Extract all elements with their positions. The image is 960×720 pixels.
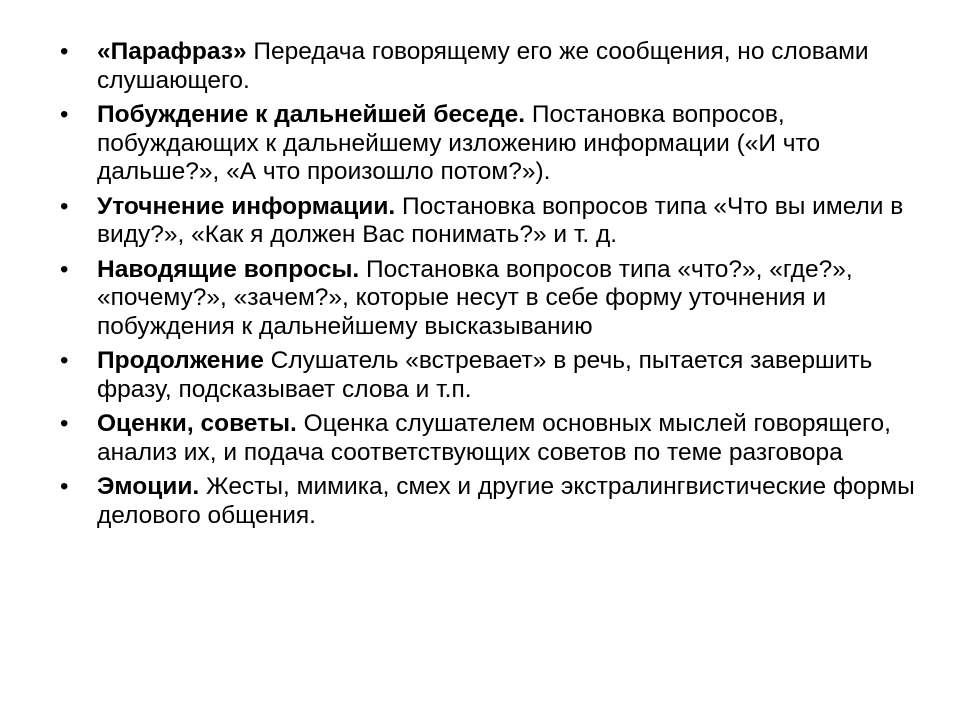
item-text: Постановка вопросов типа «Что вы имели в виду?», «Как я должен Вас понимать?» и т. д. [97, 192, 904, 248]
item-term: Продолжение [97, 347, 264, 374]
bullet-icon: • [60, 255, 69, 283]
item-term: Наводящие вопросы. [97, 255, 360, 283]
bullet-list [60, 38, 920, 530]
item-text: Жесты, мимика, смех и другие экстралингвистические формы делового общения. [97, 473, 915, 529]
list-item [60, 473, 920, 530]
list-item [60, 256, 920, 342]
item-text: Оценка слушателем основных мыслей говорящего, анализ их, и подача соответствующих советов по теме разговора [97, 410, 891, 466]
list-item [60, 38, 920, 95]
slide-content [60, 38, 920, 536]
list-item [60, 193, 920, 250]
bullet-icon: • [60, 473, 69, 500]
item-text: Передача говорящему его же сообщения, но словами слушающего. [97, 38, 869, 94]
item-text: Постановка вопросов типа «что?», «где?», «почему?», «зачем?», которые несут в себе форму уточнения и побуждения к дальнейшему высказыванию [97, 255, 853, 340]
bullet-icon: • [60, 101, 69, 128]
bullet-icon: • [60, 192, 69, 220]
bullet-icon: • [60, 410, 69, 437]
bullet-icon: • [60, 38, 69, 65]
bullet-icon: • [60, 347, 69, 374]
list-item [60, 101, 920, 187]
item-term: Эмоции. [97, 473, 200, 500]
item-text: Слушатель «встревает» в речь, пытается завершить фразу, подсказывает слова и т.п. [97, 347, 873, 403]
list-item [60, 410, 920, 467]
item-term: Побуждение к дальнейшей беседе. [97, 101, 526, 128]
list-item [60, 347, 920, 404]
item-text: Постановка вопросов, побуждающих к дальнейшему изложению информации («И что дальше?», «А что произошло потом?»). [97, 101, 821, 185]
item-term: Уточнение информации. [97, 192, 396, 220]
item-term: «Парафраз» [97, 38, 247, 65]
item-term: Оценки, советы. [97, 410, 297, 437]
